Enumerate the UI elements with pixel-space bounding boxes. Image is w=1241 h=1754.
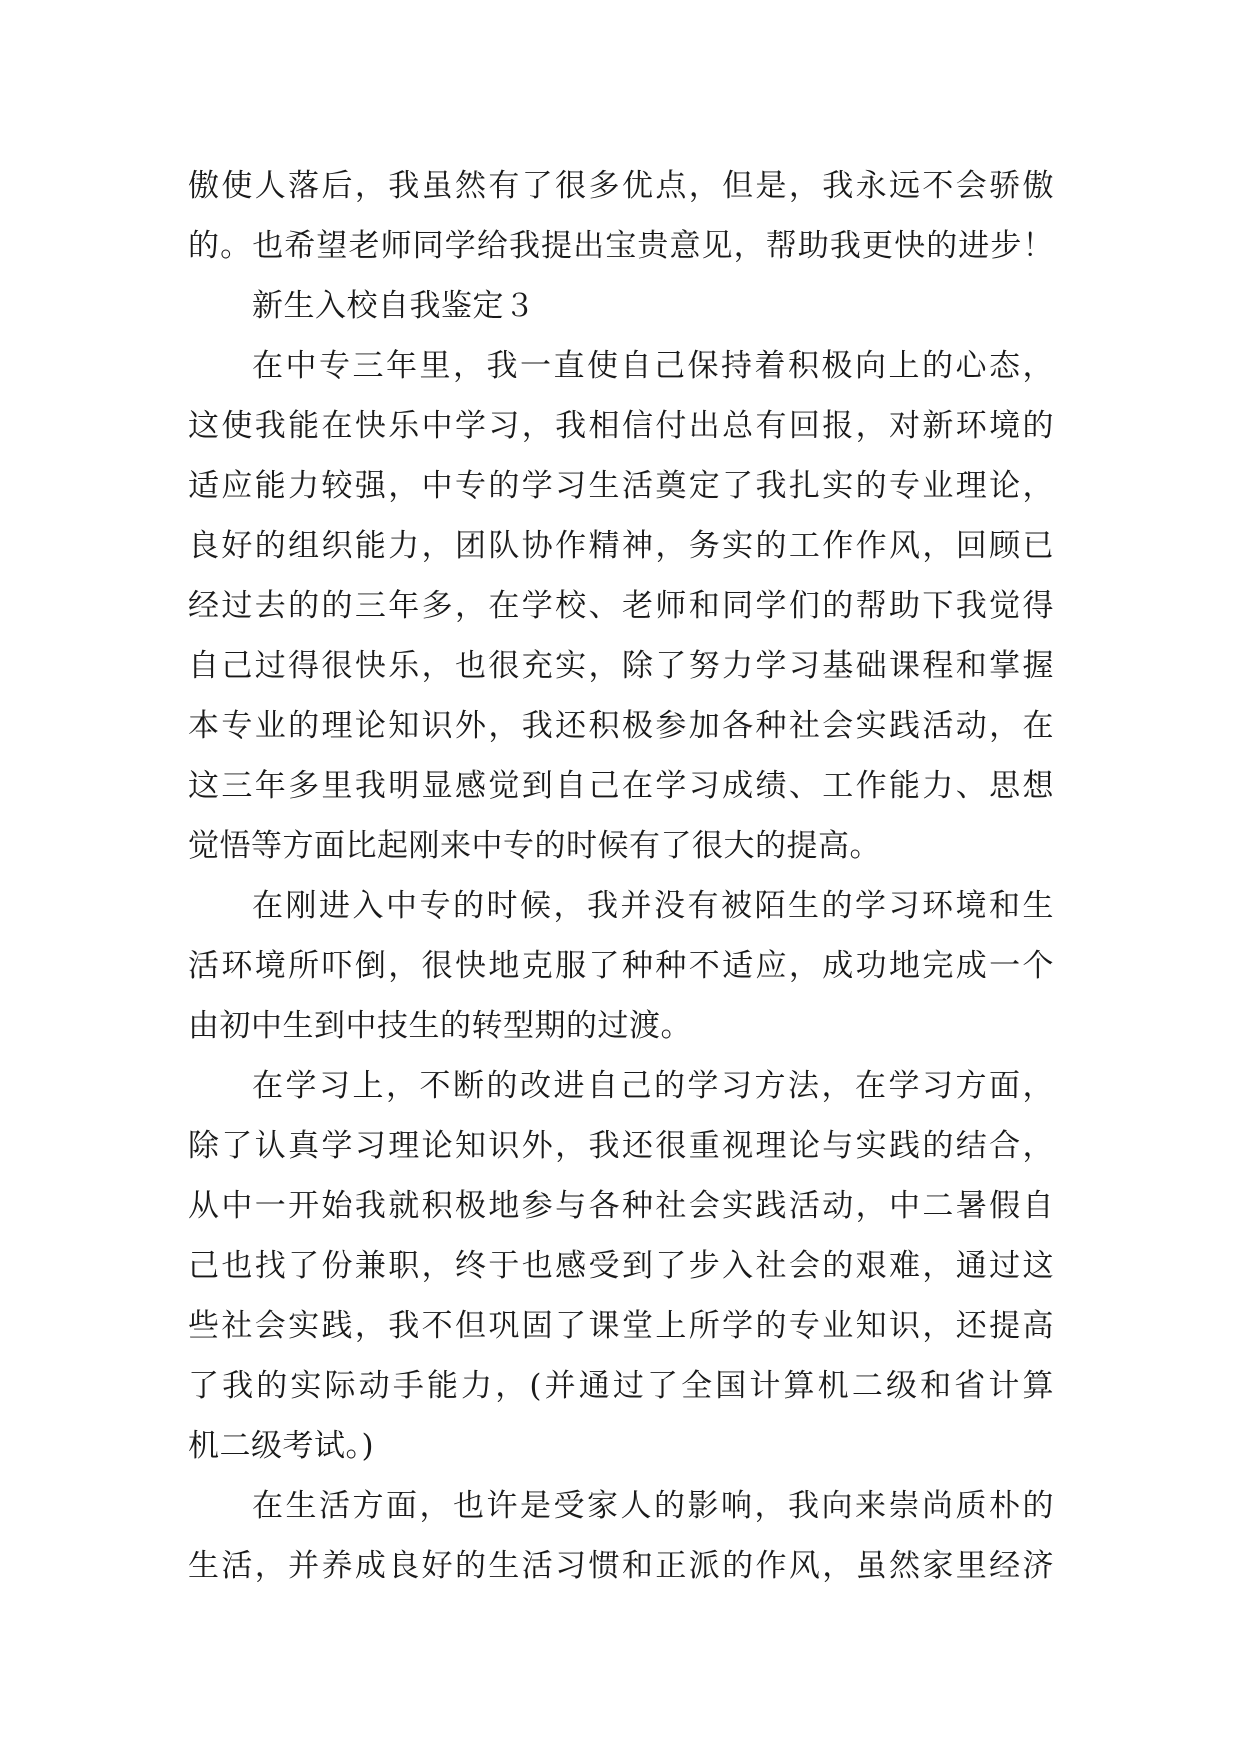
- text-line: 这三年多里我明显感觉到自己在学习成绩、工作能力、思想: [188, 768, 1054, 804]
- text-line: 这使我能在快乐中学习，我相信付出总有回报，对新环境的: [188, 408, 1054, 444]
- text-line: 生活，并养成良好的生活习惯和正派的作风，虽然家里经济: [188, 1548, 1054, 1584]
- text-line: 己也找了份兼职，终于也感受到了步入社会的艰难，通过这: [188, 1248, 1054, 1284]
- text-line: 机二级考试。): [188, 1428, 375, 1464]
- paragraph-4: [188, 1476, 1054, 1596]
- text-line: 觉悟等方面比起刚来中专的时候有了很大的提高。: [188, 828, 881, 864]
- text-line: 自己过得很快乐，也很充实，除了努力学习基础课程和掌握: [188, 648, 1054, 684]
- text-line: 些社会实践，我不但巩固了课堂上所学的专业知识，还提高: [188, 1308, 1054, 1344]
- text-line: 经过去的的三年多，在学校、老师和同学们的帮助下我觉得: [188, 588, 1054, 624]
- paragraph-2: [188, 876, 1054, 1056]
- text-line: 在学习上，不断的改进自己的学习方法，在学习方面，: [252, 1068, 1054, 1104]
- paragraph-3: [188, 1056, 1054, 1476]
- text-line: 活环境所吓倒，很快地克服了种种不适应，成功地完成一个: [188, 948, 1054, 984]
- text-line: 在中专三年里，我一直使自己保持着积极向上的心态，: [252, 348, 1054, 384]
- text-line: 了我的实际动手能力，(并通过了全国计算机二级和省计算: [188, 1368, 1054, 1404]
- section-title: 新生入校自我鉴定３: [252, 288, 536, 324]
- text-line: 由初中生到中技生的转型期的过渡。: [188, 1008, 692, 1044]
- document-body: [188, 156, 1054, 1596]
- text-line: 在生活方面，也许是受家人的影响，我向来崇尚质朴的: [252, 1488, 1054, 1524]
- text-line: 适应能力较强，中专的学习生活奠定了我扎实的专业理论，: [188, 468, 1054, 504]
- text-line: 的。也希望老师同学给我提出宝贵意见，帮助我更快的进步！: [188, 228, 1054, 264]
- text-line: 除了认真学习理论知识外，我还很重视理论与实践的结合，: [188, 1128, 1054, 1164]
- text-line: 本专业的理论知识外，我还积极参加各种社会实践活动，在: [188, 708, 1054, 744]
- text-line: 良好的组织能力，团队协作精神，务实的工作作风，回顾已: [188, 528, 1054, 564]
- text-line: 在刚进入中专的时候，我并没有被陌生的学习环境和生: [252, 888, 1054, 924]
- text-line: 从中一开始我就积极地参与各种社会实践活动，中二暑假自: [188, 1188, 1054, 1224]
- paragraph-1: [188, 336, 1054, 876]
- text-line: 傲使人落后，我虽然有了很多优点，但是，我永远不会骄傲: [188, 168, 1054, 204]
- continuation-paragraph: [188, 156, 1054, 276]
